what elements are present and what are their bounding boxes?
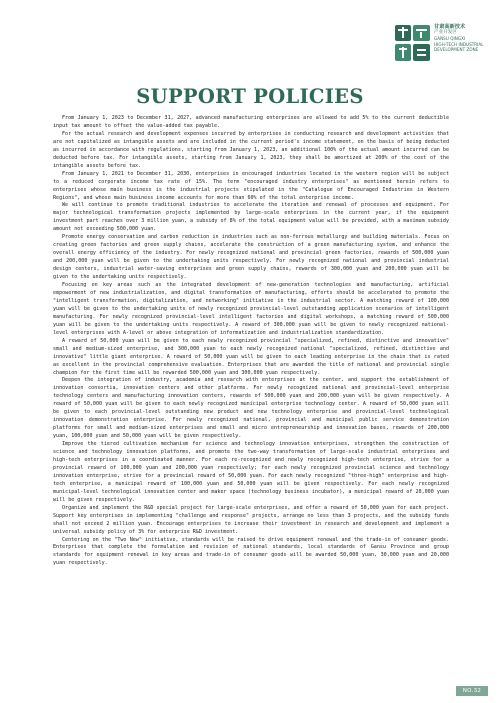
logo-en-line3: DEVELOPMENT ZONE bbox=[434, 46, 479, 52]
policy-paragraph: Deepen the integration of industry, academia and research with enterprises at the center, and support the establishment of innovation consortia, innovation centers and other platforms. For newly recognized national and provincial-level enterprise technology centers and manufacturing innovation centers, rewards of 500,000 yuan and 200,000 yuan will be given respectively. A reward of 50,000 yuan will be given to each newly recognized municipal enterprise technology center. A reward of 50,000 yuan will be given to each provincial-level outstanding new product and new technology enterprise and provincial-level technological innovation demonstration enterprise. For newly recognized national, provincial and municipal public service demonstration platforms for small and medium-sized enterprises and small and micro entrepreneurship and innovation bases, rewards of 200,000 yuan, 100,000 yuan and 50,000 yuan will be given respectively. bbox=[53, 377, 449, 440]
policy-paragraph: From January 1, 2021 to December 31, 2030, enterprises in encouraged industries located in the western region will be subject to a reduced corporate income tax rate of 15%. The term "encouraged industry enterprises" as mentioned herein refers to enterprises whose main business is the industrial projects stipulated in the "Catalogue of Encouraged Industries in Western Regions", and whose main business income accounts for more than 60% of the total enterprise income. bbox=[53, 170, 449, 201]
policy-paragraph: Promote energy conservation and carbon reduction in industries such as non-ferrous metallurgy and building materials. Focus on creating green factories and green supply chains, accelerate the construction of a green manufacturing system, and enhance the overall energy efficiency of the industry. For newly recognized national and provincial green factories, rewards of 500,000 yuan and 200,000 yuan will be given to the undertaking units respectively. For newly recognized national and provincial industrial design centers, industrial water-saving enterprises and green supply chains, rewards of 300,000 yuan and 200,000 yuan will be given to the undertaking units respectively. bbox=[53, 234, 449, 281]
policy-paragraph: From January 1, 2023 to December 31, 2027, advanced manufacturing enterprises are allowed to add 5% to the current deductible input tax amount to offset the value-added tax payable. bbox=[53, 115, 449, 129]
page-title: SUPPORT POLICIES bbox=[136, 85, 364, 108]
policy-paragraph: Organize and implement the R&D special project for large-scale enterprises, and offer a reward of 50,000 yuan for each project. Support key enterprises in implementing "challenge and response" projects, arrange no less than 3 projects, and the subsidy funds shall not exceed 2 million yuan. Encourage enterprises to increase their investment in research and development and implement a universal subsidy policy of 3% for enterprise R&D investment. bbox=[53, 504, 449, 535]
logo-emblem bbox=[394, 23, 432, 63]
policy-paragraph: A reward of 50,000 yuan will be given to each newly recognized provincial "specialized, refined, distinctive and innovative" small and medium-sized enterprise, and 300,000 yuan to each newly recognized national "specialized, refined, distinctive and innovative" little giant enterprise. A reward of 50,000 yuan will be given to each leading enterprise in the chain that is rated as excellent in the provincial comprehensive evaluation. Enterprises that are awarded the title of national and provincial single champion for the first time will be rewarded 500,000 yuan and 300,000 yuan respectively. bbox=[53, 337, 449, 376]
policy-paragraph: We will continue to promote traditional industries to accelerate the iteration and renewal of processes and equipment. For major technological transformation projects implemented by large-scale enterprises in the current year, if the equipment investment part reaches over 3 million yuan, a subsidy of 8% of the total equipment value will be provided, with a maximum subsidy amount not exceeding 500,000 yuan. bbox=[53, 202, 449, 233]
policy-paragraph: Focusing on key areas such as the integrated development of new-generation technologies and manufacturing, artificial empowerment of new industrialization, and digital transformation of manufacturing, efforts should be accelerated to promote the "intelligent transformation, digitalization, and networking" initiative in the industrial sector. A matching reward of 100,000 yuan will be given to the undertaking units of newly recognized provincial-level outstanding application scenarios of intelligent manufacturing. For newly recognized provincial-level intelligent factories and digital workshops, a matching reward of 500,000 yuan will be given to the undertaking units respectively. A reward of 300,000 yuan will be given to newly recognized national-level enterprises with A-level or above integration of informatization and industrialization standardization. bbox=[53, 282, 449, 336]
policy-paragraph: Improve the tiered cultivation mechanism for science and technology innovation enterprises, strengthen the construction of science and technology innovation platforms, and promote the two-way transformation of large-scale industrial enterprises and high-tech enterprises in a coordinated manner. For each re-recognized and newly recognized high-tech enterprise, strive for a provincial reward of 100,000 yuan and 200,000 yuan respectively; for each newly recognized provincial science and technology innovation enterprise, strive for a provincial reward of 50,000 yuan. For each newly recognized "three-high" enterprise and high-tech enterprise, a municipal reward of 100,000 yuan and 50,000 yuan will be given respectively. For each newly recognized municipal-level technological innovation center and maker space (technology business incubator), a municipal reward of 20,000 yuan will be given respectively. bbox=[53, 441, 449, 503]
logo-en-line2: HIGH-TECH INDUSTRIAL bbox=[434, 41, 484, 47]
logo-cn-line2: 产业开发区 bbox=[434, 30, 457, 36]
page-number-badge: NO.32 bbox=[456, 686, 488, 696]
policy-paragraph: Centering on the "Two New" initiative, standards will be raised to drive equipment renewal and the trade-in of consumer goods. Enterprises that complete the formulation and revision of national standards, local standards of Gansu Province and group standards for equipment renewal in key areas and trade-in of consumer goods will be awarded 50,000 yuan, 30,000 yuan and 20,000 yuan respectively. bbox=[53, 536, 449, 567]
logo-text bbox=[434, 24, 494, 52]
logo-en-line1: GANSU QINGXI bbox=[434, 36, 466, 42]
logo-cn-line1: 甘肃高新技术 bbox=[434, 24, 466, 30]
policy-body bbox=[53, 115, 449, 568]
policy-paragraph: For the actual research and development expenses incurred by enterprises in conducting research and development activities that are not capitalized as intangible assets and are included in the current period's income statement, on the basis of being deducted as incurred in accordance with regulations, starting from January 1, 2023, an additional 100% of the actual amount incurred can be deducted before tax. For intangible assets, starting from January 1, 2023, they shall be amortized at 200% of the cost of the intangible assets before tax. bbox=[53, 130, 449, 169]
zone-logo bbox=[394, 23, 494, 65]
